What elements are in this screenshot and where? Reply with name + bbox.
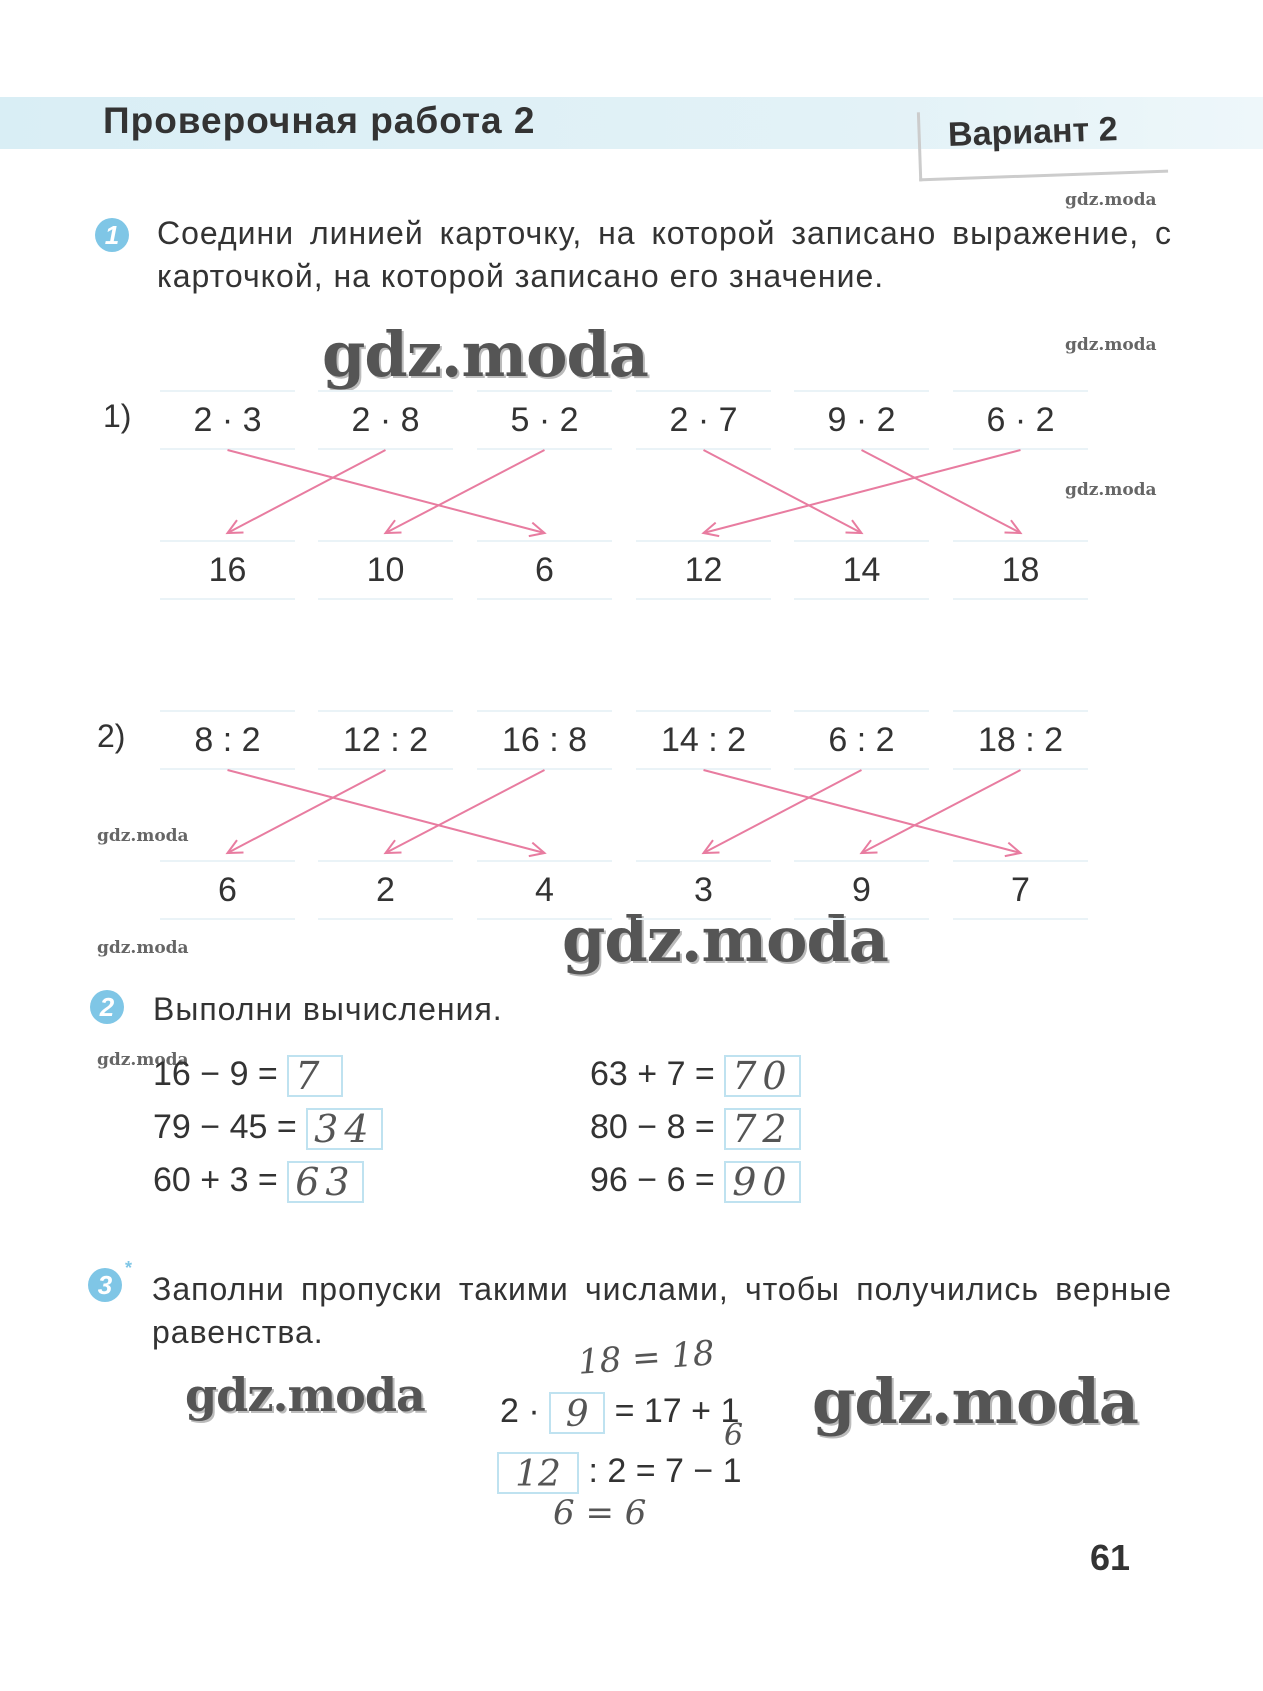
answer-box[interactable]: [287, 1161, 363, 1203]
value-card[interactable]: 4: [477, 860, 612, 920]
equation-expression: 63 + 7 =: [590, 1055, 725, 1093]
equation-expression: 96 − 6 =: [590, 1161, 725, 1199]
expression-card[interactable]: 8 : 2: [160, 710, 295, 770]
value-card[interactable]: 2: [318, 860, 453, 920]
connection-line: [862, 450, 1021, 533]
handwritten-answer: 12: [515, 1454, 561, 1496]
task3-equation-1: [500, 1392, 739, 1434]
variant-label: Вариант 2: [947, 110, 1119, 154]
answer-box[interactable]: [306, 1108, 382, 1150]
eq-suffix: : 2 = 7 − 1: [588, 1452, 742, 1490]
handwritten-note: 6 = 6: [553, 1493, 647, 1533]
handwritten-answer: 9: [565, 1394, 589, 1436]
value-card[interactable]: 14: [794, 540, 929, 600]
watermark: gdz.moda: [1065, 480, 1157, 500]
part2-label: 2): [97, 718, 126, 754]
expression-card[interactable]: 2 · 3: [160, 390, 295, 450]
value-card[interactable]: 7: [953, 860, 1088, 920]
handwritten-note: 18 = 18: [576, 1333, 716, 1383]
watermark-large: gdz.moda: [562, 903, 888, 976]
connection-line: [228, 770, 386, 853]
task1-instruction: Соедини линией карточку, на которой записано выражение, с карточкой, на которой записано его значение.: [157, 215, 1172, 294]
handwritten-note: 6: [724, 1418, 744, 1453]
equation-row: [153, 1161, 364, 1203]
watermark: gdz.moda: [97, 826, 189, 846]
answer-box[interactable]: [724, 1161, 800, 1203]
expression-card[interactable]: 6 : 2: [794, 710, 929, 770]
expression-card[interactable]: 14 : 2: [636, 710, 771, 770]
expression-card[interactable]: 12 : 2: [318, 710, 453, 770]
watermark-large: gdz.moda: [322, 318, 648, 391]
equation-expression: 16 − 9 =: [153, 1055, 288, 1093]
value-card[interactable]: 18: [953, 540, 1088, 600]
watermark: gdz.moda: [97, 938, 189, 958]
equation-expression: 60 + 3 =: [153, 1161, 288, 1199]
task-number-badge: 3: [88, 1268, 122, 1302]
handwritten-answer: 63: [295, 1160, 356, 1205]
handwritten-answer: 70: [732, 1054, 793, 1099]
equation-row: [590, 1108, 801, 1150]
value-card[interactable]: 3: [636, 860, 771, 920]
equation-row: [153, 1055, 343, 1097]
task-number-badge: 1: [95, 218, 129, 252]
equation-row: [590, 1161, 801, 1203]
expression-card[interactable]: 5 · 2: [477, 390, 612, 450]
connection-line: [228, 450, 545, 533]
handwritten-answer: 34: [314, 1107, 375, 1152]
answer-box[interactable]: [497, 1452, 579, 1494]
connection-line: [704, 450, 862, 533]
equation-expression: 79 − 45 =: [153, 1108, 307, 1146]
eq-suffix: = 17 + 1: [614, 1392, 740, 1430]
handwritten-answer: 72: [732, 1107, 793, 1152]
equation-row: [590, 1055, 801, 1097]
watermark-large: gdz.moda: [812, 1365, 1138, 1438]
answer-box[interactable]: [724, 1108, 800, 1150]
expression-card[interactable]: 18 : 2: [953, 710, 1088, 770]
part1-label: 1): [103, 398, 132, 434]
watermark: gdz.moda: [97, 1050, 189, 1070]
expression-card[interactable]: 16 : 8: [477, 710, 612, 770]
connection-line: [704, 770, 862, 853]
page-number: 61: [1090, 1537, 1131, 1578]
star-mark: *: [125, 1258, 133, 1278]
expression-card[interactable]: 6 · 2: [953, 390, 1088, 450]
value-card[interactable]: 6: [160, 860, 295, 920]
value-card[interactable]: 6: [477, 540, 612, 600]
watermark: gdz.moda: [1065, 335, 1157, 355]
watermark-large: gdz.moda: [185, 1368, 425, 1422]
connection-line: [228, 770, 545, 853]
connection-line: [704, 450, 1021, 533]
equation-row: [153, 1108, 383, 1150]
connection-line: [862, 770, 1021, 853]
expression-card[interactable]: 2 · 8: [318, 390, 453, 450]
expression-card[interactable]: 2 · 7: [636, 390, 771, 450]
connection-line: [386, 770, 545, 853]
value-card[interactable]: 12: [636, 540, 771, 600]
task3-equation-2: [497, 1452, 742, 1494]
task2-instruction: Выполни вычисления.: [153, 991, 503, 1027]
value-card[interactable]: 16: [160, 540, 295, 600]
connection-line: [228, 450, 386, 533]
answer-box[interactable]: [549, 1392, 605, 1434]
page-title: Проверочная работа 2: [103, 100, 536, 141]
answer-box[interactable]: [287, 1055, 343, 1097]
watermark: gdz.moda: [1065, 190, 1157, 210]
answer-box[interactable]: [724, 1055, 800, 1097]
task-number-badge: 2: [90, 990, 124, 1024]
expression-card[interactable]: 9 · 2: [794, 390, 929, 450]
equation-expression: 80 − 8 =: [590, 1108, 725, 1146]
value-card[interactable]: 10: [318, 540, 453, 600]
connection-line: [386, 450, 545, 533]
value-card[interactable]: 9: [794, 860, 929, 920]
eq-prefix: 2 ·: [500, 1392, 540, 1430]
task3-instruction: Заполни пропуски такими числами, чтобы получились верные равенства.: [152, 1271, 1172, 1350]
connection-line: [704, 770, 1021, 853]
handwritten-answer: 90: [732, 1160, 793, 1205]
handwritten-answer: 7: [295, 1054, 326, 1099]
